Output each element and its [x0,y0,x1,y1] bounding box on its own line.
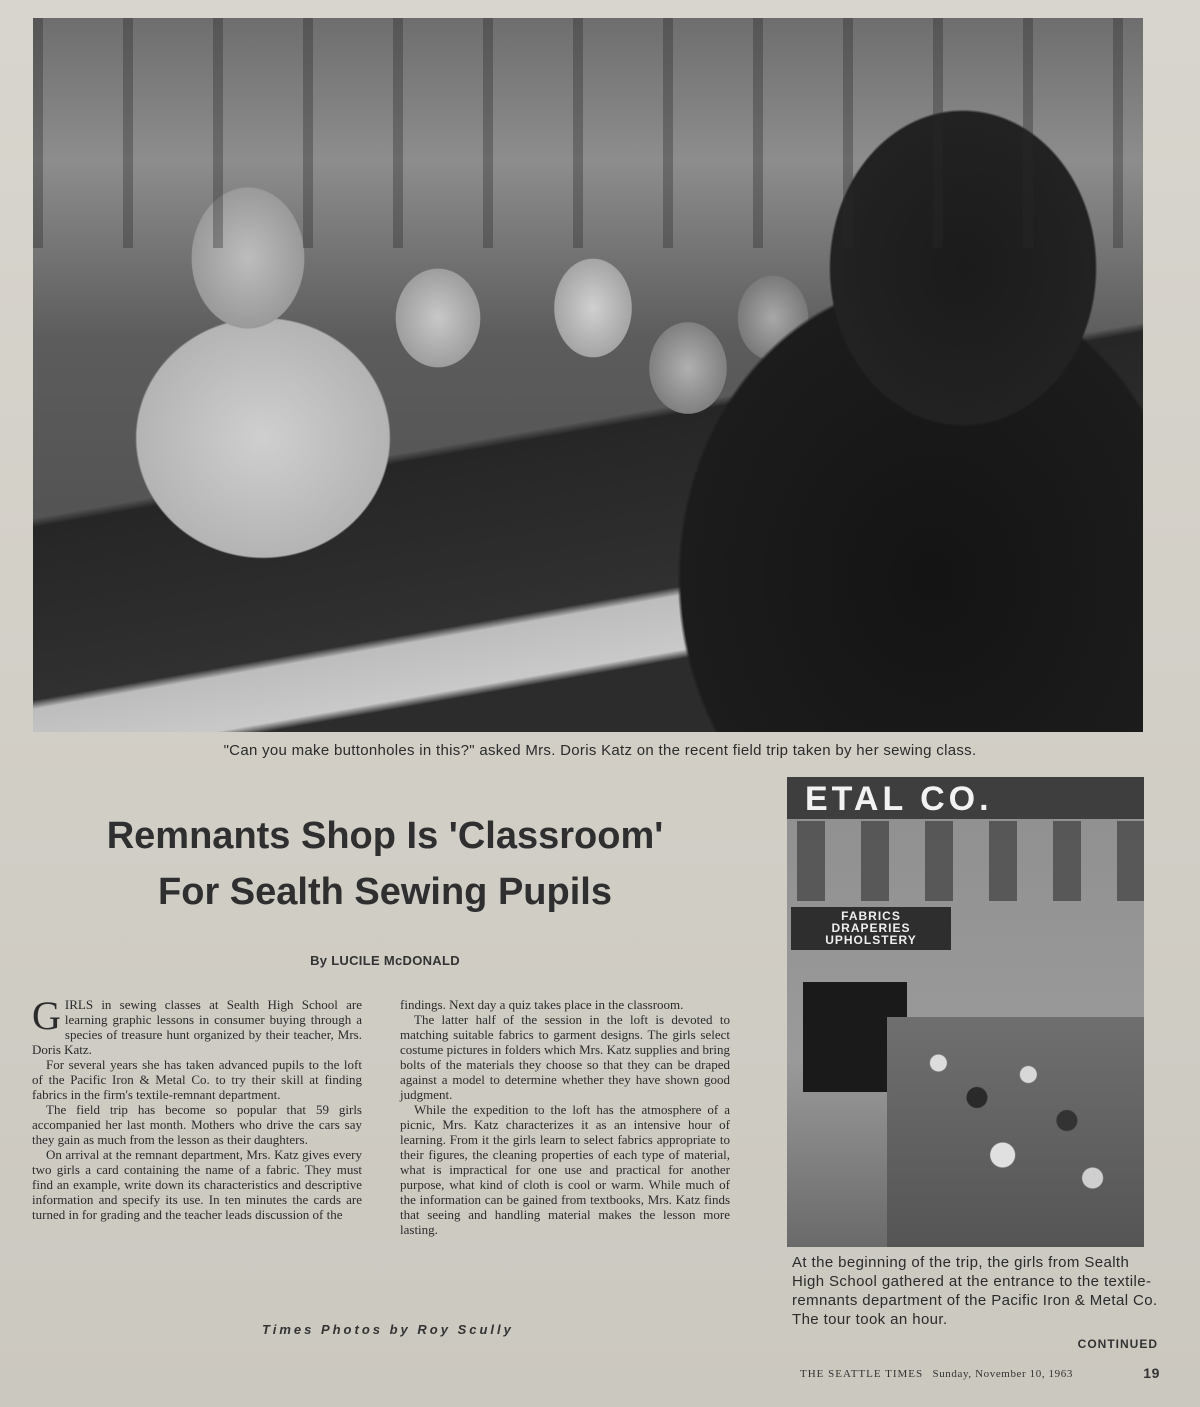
drop-cap: G [32,993,61,1038]
article-paragraph: The field trip has become so popular that 59 girls accompanied her last month. Mothers who drive the cars say they gain as much from the lesson as their daughters. [32,1102,362,1147]
article-paragraph: On arrival at the remnant department, Mrs. Katz gives every two girls a card containing the name of a fabric. They must find an example, write down its characteristics and descriptive information and specify its use. In ten minutes the cards are turned in for grading and the teacher leads discussion of the [32,1147,362,1222]
article-paragraph: The latter half of the session in the loft is devoted to matching suitable fabrics to garment designs. The girls select costume pictures in folders which Mrs. Katz supplies and bring bolts of the materials they choose so that they can be draped against a model to determine whether they have shown good judgment. [400,1012,730,1102]
side-photo [787,777,1144,1247]
continued-label: CONTINUED [1077,1337,1158,1351]
crowd-of-girls [887,1017,1144,1247]
fabrics-sign-line: FABRICS [841,909,901,923]
page-number: 19 [1143,1365,1160,1381]
issue-date: Sunday, November 10, 1963 [932,1368,1073,1380]
article-column-2 [400,997,730,1237]
building-sign: ETAL CO. [787,777,1144,819]
main-photo-ceiling-beams [33,18,1143,248]
fabrics-sign [791,907,951,950]
main-photo [33,18,1143,732]
page-footer [800,1365,1160,1381]
headline [20,808,750,920]
byline: By LUCILE McDONALD [310,953,460,968]
newspaper-name: THE SEATTLE TIMES [800,1368,924,1380]
side-photo-caption: At the beginning of the trip, the girls from Sealth High School gathered at the entrance to the textile-remnants department of the Pacific Iron & Metal Co. The tour took an hour. [792,1254,1158,1328]
article-column-1 [32,993,362,1222]
article-paragraph: For several years she has taken advanced pupils to the loft of the Pacific Iron & Metal Co. to try their skill at finding fabrics in the firm's textile-remnant department. [32,1057,362,1102]
photo-credit: Times Photos by Roy Scully [262,1322,514,1337]
fabrics-sign-line: UPHOLSTERY [825,933,917,947]
article-paragraph: While the expedition to the loft has the atmosphere of a picnic, Mrs. Katz characterizes it as an intensive hour of learning. From it the girls learn to select fabrics appropriate to their figures, the cleaning properties of each type of material, what is impractical for one use and practical for another purpose, what kind of cloth is cool or warm. While much of the information can be gained from textbooks, Mrs. Katz finds that seeing and handling material makes the lesson more lasting. [400,1102,730,1237]
main-photo-caption: "Can you make buttonholes in this?" asked Mrs. Doris Katz on the recent field trip taken by her sewing class. [223,742,977,759]
building-windows [787,821,1144,901]
headline-line-2: For Sealth Sewing Pupils [158,871,612,913]
fabrics-sign-line: DRAPERIES [831,921,911,935]
article-paragraph: findings. Next day a quiz takes place in the classroom. [400,997,684,1012]
headline-line-1: Remnants Shop Is 'Classroom' [106,815,664,857]
article-paragraph: GIRLS in sewing classes at Sealth High School are learning graphic lessons in consumer buying through a species of treasure hunt organized by their teacher, Mrs. Doris Katz. [32,993,362,1057]
